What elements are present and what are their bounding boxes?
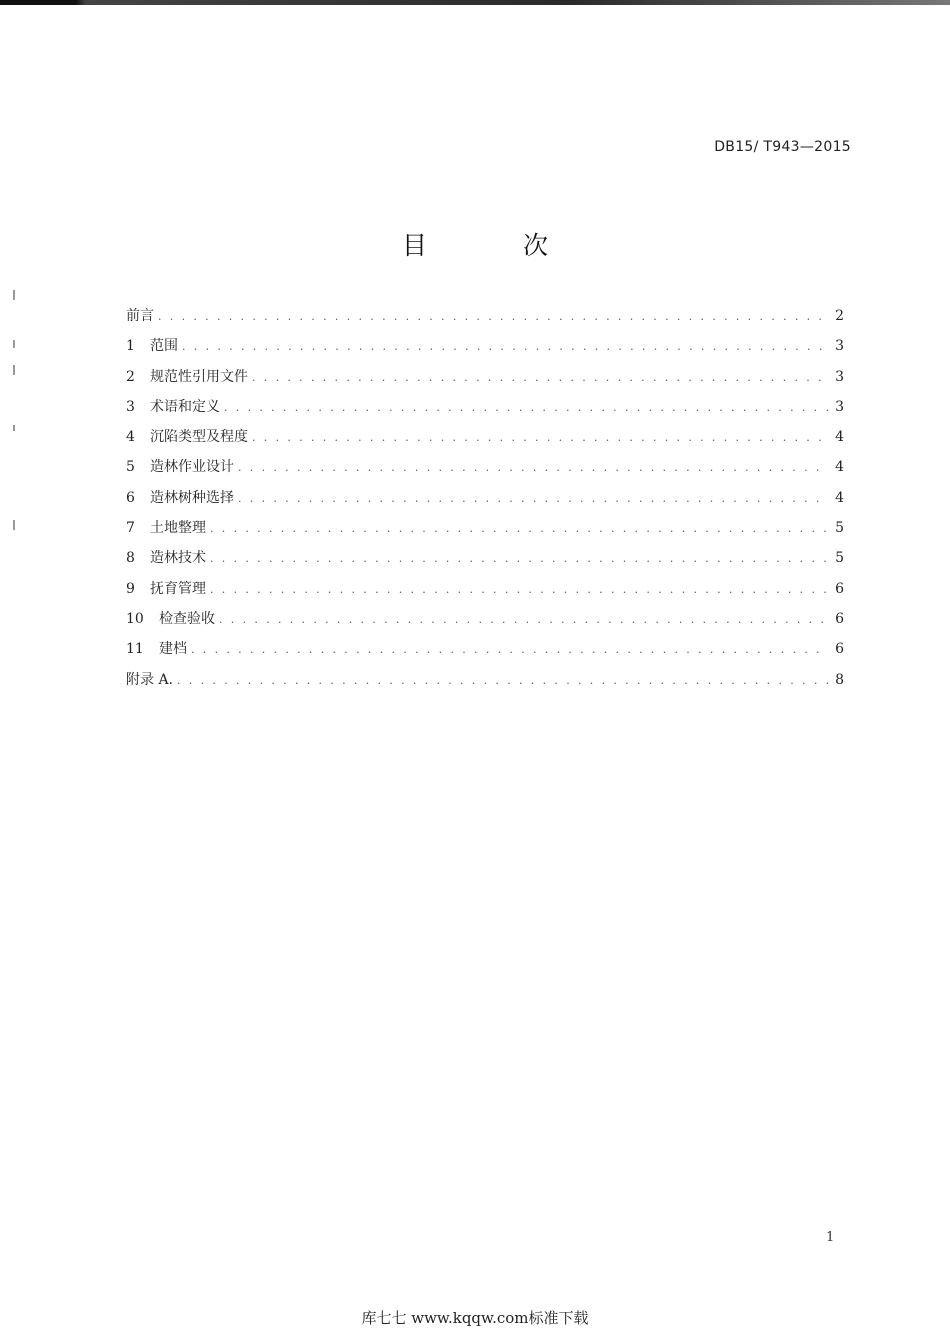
toc-leader-dots <box>238 461 828 474</box>
toc-leader-dots <box>191 643 828 656</box>
toc-entry-page: 8 <box>835 671 844 688</box>
toc-entry-number: 1 <box>126 338 135 355</box>
toc-entry-number: 10 <box>126 610 144 627</box>
toc-entry-page: 6 <box>835 610 844 627</box>
toc-entry-8[interactable] <box>126 547 844 577</box>
toc-leader-dots <box>210 583 828 596</box>
toc-entry-page: 3 <box>835 398 844 415</box>
toc-entry-appendix-a[interactable] <box>126 669 844 699</box>
toc-entry-number: 5 <box>126 459 135 476</box>
toc-entry-page: 4 <box>835 489 844 506</box>
toc-entry-10[interactable] <box>126 608 844 638</box>
toc-entry-2[interactable] <box>126 366 844 396</box>
toc-leader-dots <box>224 401 828 414</box>
toc-entry-label: 造林作业设计 <box>150 459 234 476</box>
toc-entry-label: 附录 A. <box>126 671 174 688</box>
toc-leader-dots <box>158 310 828 323</box>
toc-entry-number: 2 <box>126 368 135 385</box>
table-of-contents <box>126 305 844 699</box>
toc-entry-1[interactable] <box>126 335 844 365</box>
page-number: 1 <box>826 1230 835 1245</box>
toc-entry-label: 前言 <box>126 308 154 324</box>
toc-entry-11[interactable] <box>126 638 844 668</box>
toc-leader-dots <box>219 613 828 626</box>
toc-entry-page: 4 <box>835 459 844 476</box>
toc-entry-page: 5 <box>835 520 844 537</box>
toc-entry-label: 土地整理 <box>150 520 206 537</box>
toc-entry-page: 6 <box>835 641 844 658</box>
page-title: 目 次 <box>402 231 592 260</box>
toc-entry-label: 造林树种选择 <box>150 489 234 506</box>
toc-leader-dots <box>238 492 828 505</box>
toc-entry-page: 3 <box>835 368 844 385</box>
toc-entry-label: 造林技术 <box>150 550 206 567</box>
toc-entry-page: 2 <box>835 308 844 324</box>
toc-entry-label: 术语和定义 <box>150 398 220 415</box>
toc-entry-number: 11 <box>126 641 144 658</box>
toc-entry-page: 3 <box>835 338 844 355</box>
toc-entry-foreword[interactable] <box>126 305 844 335</box>
toc-entry-number: 7 <box>126 520 135 537</box>
toc-leader-dots <box>210 552 828 565</box>
toc-leader-dots <box>252 371 828 384</box>
scan-edge-bar <box>0 0 950 5</box>
toc-entry-label: 规范性引用文件 <box>150 368 248 385</box>
toc-entry-page: 4 <box>835 429 844 446</box>
toc-entry-3[interactable] <box>126 396 844 426</box>
toc-entry-label: 范围 <box>150 338 178 355</box>
toc-leader-dots <box>210 522 828 535</box>
toc-entry-7[interactable] <box>126 517 844 547</box>
toc-entry-6[interactable] <box>126 487 844 517</box>
toc-entry-number: 6 <box>126 489 135 506</box>
toc-entry-number: 3 <box>126 398 135 415</box>
toc-entry-page: 5 <box>835 550 844 567</box>
toc-leader-dots <box>182 340 828 353</box>
footer-watermark: 库七七 www.kqqw.com标准下载 <box>361 1309 589 1327</box>
toc-entry-number: 8 <box>126 550 135 567</box>
toc-leader-dots <box>252 431 828 444</box>
standard-code: DB15/ T943—2015 <box>714 139 851 155</box>
toc-entry-label: 建档 <box>159 641 187 658</box>
toc-entry-page: 6 <box>835 580 844 597</box>
toc-leader-dots <box>177 674 828 687</box>
toc-entry-4[interactable] <box>126 426 844 456</box>
toc-entry-5[interactable] <box>126 456 844 486</box>
toc-entry-label: 沉陷类型及程度 <box>150 429 248 446</box>
toc-entry-9[interactable] <box>126 578 844 608</box>
toc-entry-label: 检查验收 <box>159 610 215 627</box>
toc-entry-number: 9 <box>126 580 135 597</box>
toc-entry-number: 4 <box>126 429 135 446</box>
toc-entry-label: 抚育管理 <box>150 580 206 597</box>
